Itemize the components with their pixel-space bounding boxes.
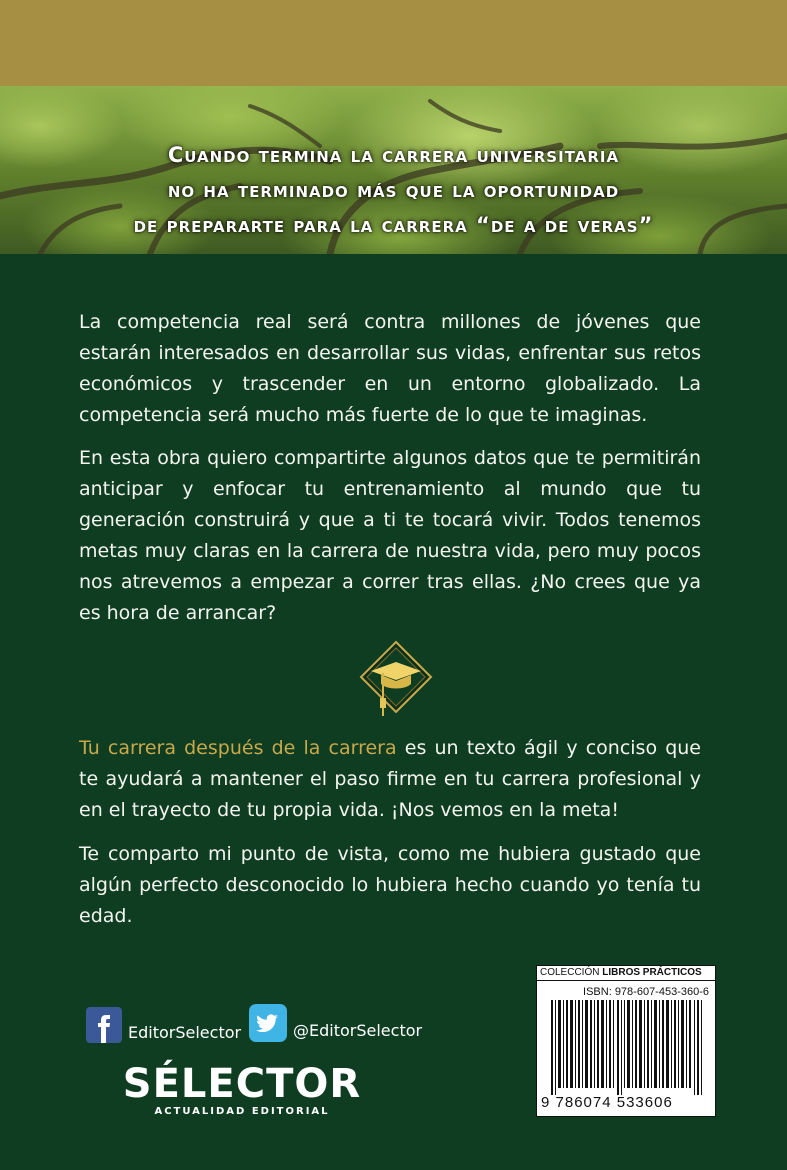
barcode-panel [536,965,716,1117]
book-title: Tu carrera después de la carrera [79,737,397,759]
publisher-logo [122,1060,362,1117]
top-gold-band [0,0,787,86]
isbn-text: ISBN: 978-607-453-360-6 [583,986,709,998]
tagline-line-2: no ha terminado más que la oportunidad [167,178,620,202]
tagline-line-1: Cuando termina la carrera universitaria [167,143,620,167]
facebook-handle: EditorSelector [128,1022,242,1042]
coleccion-label [537,966,715,981]
publisher-name: SÉLECTOR [122,1061,362,1107]
twitter-link[interactable] [249,1004,422,1042]
facebook-link[interactable] [86,1007,241,1043]
twitter-icon [249,1004,287,1042]
barcode [551,1000,703,1095]
twitter-handle: @EditorSelector [293,1020,423,1040]
tree-canopy-banner [0,86,787,254]
tagline-line-3: de prepararte para la carrera “de a de veras” [133,213,654,237]
tagline [0,138,787,243]
paragraph-punto-de-vista: Te comparto mi punto de vista, como me hubiera gustado que algún perfecto desconocido lo hubiera hecho cuando yo tenía tu edad. [79,843,701,927]
paragraph-descripcion [79,733,701,826]
barcode-digits: 9 786074 533606 [541,1094,673,1111]
coleccion-prefix: COLECCIÓN [540,967,603,978]
paragraph-obra: En esta obra quiero compartirte algunos datos que te permitirán anticipar y enfocar tu entrenamiento al mundo que tu generación construirá y que a ti te tocará vivir. Todos tenemos metas muy claras en la carrera de nuestra vida, pero muy pocos nos atrevemos a empezar a correr tras ellas. ¿No crees que ya es hora de arrancar? [79,447,701,624]
coleccion-name: LIBROS PRÁCTICOS [602,967,702,978]
facebook-icon [86,1007,122,1043]
paragraph-competencia: La competencia real será contra millones de jóvenes que estarán interesados en desarrollar sus vidas, enfrentar sus retos económicos y trascender en un entorno globalizado. La competencia será mucho más fuerte de lo que te imaginas. [79,311,701,426]
paragraph-descripcion-text: es un texto ágil y conciso que te ayudará a mantener el paso firme en tu carrera profesional y en el trayecto de tu propia vida. ¡Nos vemos en la meta! [79,737,702,821]
graduation-cap-icon [359,640,434,720]
publisher-subtitle: ACTUALIDAD EDITORIAL [154,1106,330,1117]
